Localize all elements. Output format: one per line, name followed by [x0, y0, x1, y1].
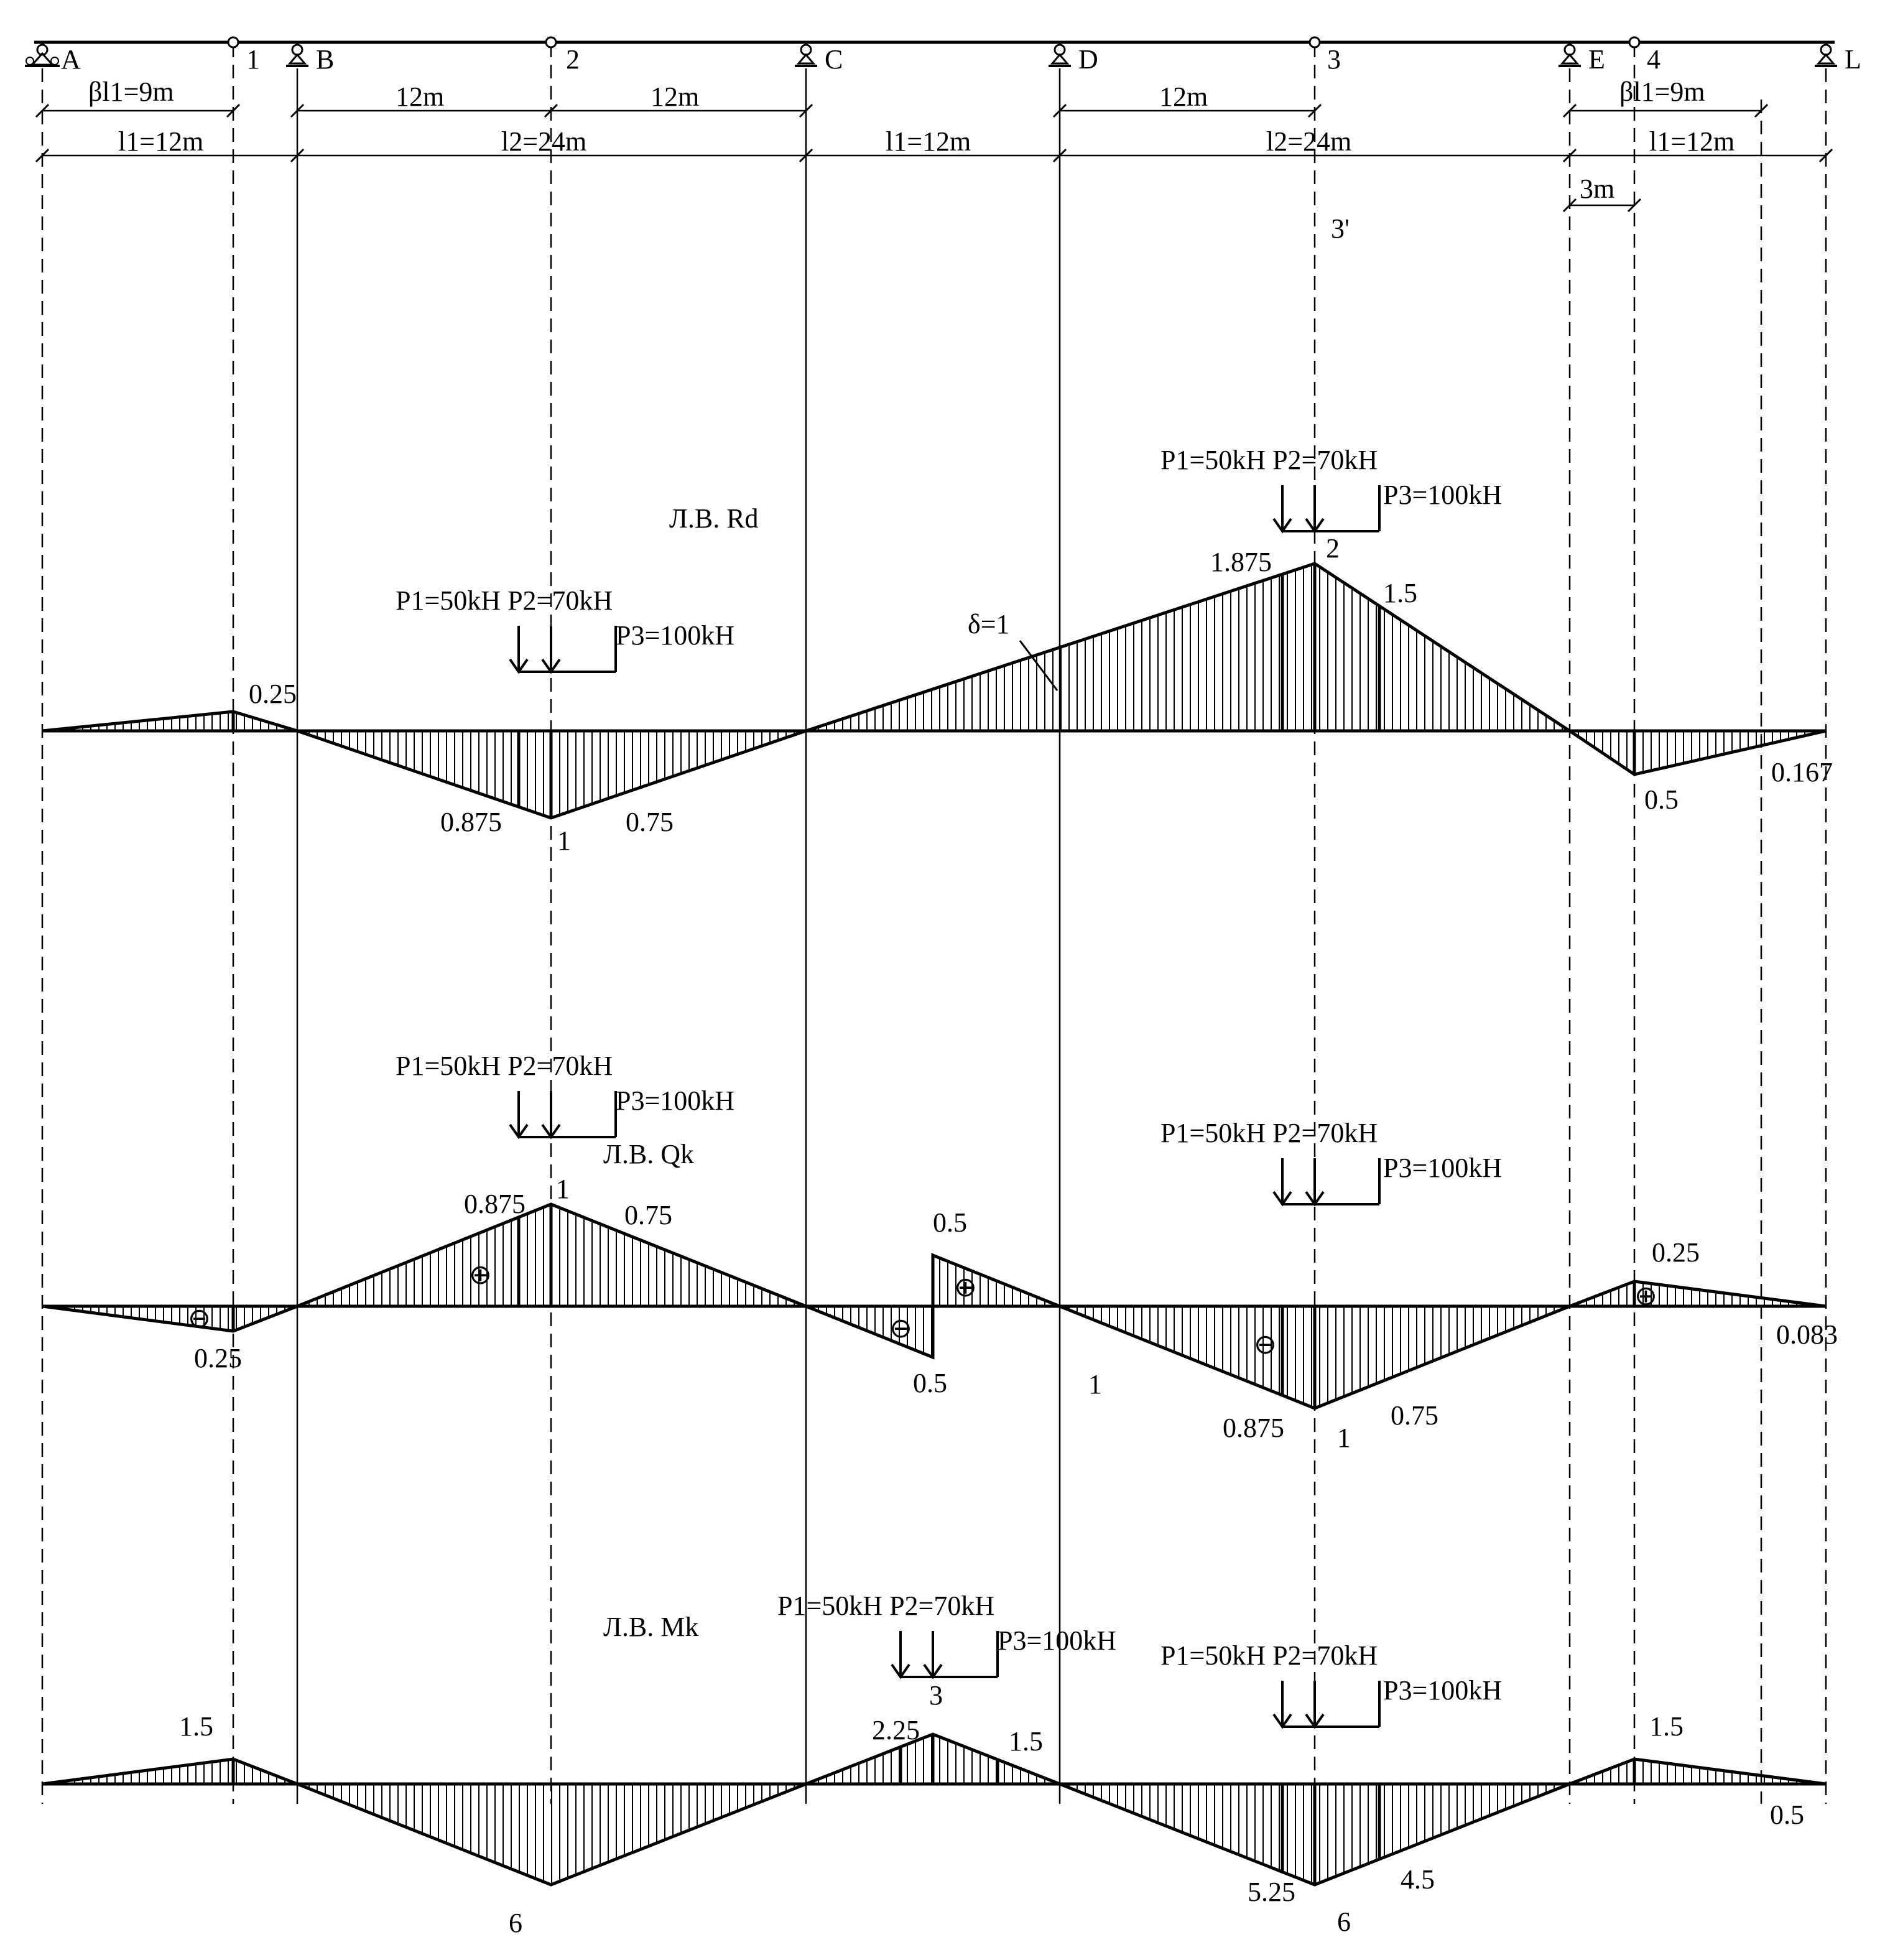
dim-l2-1: l2=24m: [501, 126, 587, 157]
support-c: [795, 45, 817, 66]
support-label-b: B: [316, 44, 335, 75]
hinge-label-2: 2: [566, 44, 580, 75]
dim-l2-2: l2=24m: [1266, 126, 1352, 157]
rd-label-7: 0.5: [1644, 784, 1679, 815]
support-label-d: D: [1078, 44, 1098, 75]
qk-label-4: 0.5: [933, 1207, 967, 1238]
sign-plus-3: ⊕: [1634, 1281, 1657, 1311]
dim-12m-2: 12m: [651, 81, 700, 112]
load-group-rd-2: [1160, 445, 1502, 531]
mk-label-8: 1.5: [1649, 1711, 1684, 1742]
mk-label-1: 6: [509, 1908, 522, 1938]
load-p3: P3=100kH: [1383, 1153, 1503, 1183]
mk-label-7: 4.5: [1401, 1864, 1435, 1895]
qk-label-5: 0.5: [913, 1368, 947, 1398]
qk-label-10: 0.25: [1652, 1237, 1700, 1268]
qk-label-8: 1: [1337, 1423, 1351, 1453]
hatch-rd: [67, 565, 1813, 818]
rd-label-3: 0.75: [626, 807, 674, 837]
qk-label-3: 0.75: [624, 1200, 672, 1230]
load-p3: P3=100kH: [1383, 1675, 1503, 1706]
sign-plus-1: ⊕: [469, 1260, 492, 1290]
mk-label-9: 0.5: [1770, 1800, 1804, 1830]
qk-label-9: 0.75: [1391, 1400, 1438, 1431]
sign-plus-2: ⊕: [954, 1272, 977, 1303]
support-label-c: C: [825, 44, 843, 75]
support-label-e: E: [1588, 44, 1605, 75]
load-p3: P3=100kH: [1383, 480, 1503, 510]
guide-lines: [42, 44, 1826, 1804]
support-a: [25, 45, 60, 66]
hinge-1: [228, 37, 238, 47]
rd-label-4: 1.875: [1210, 547, 1272, 577]
qk-label-0: 0.25: [194, 1343, 242, 1373]
load-p1p2: P1=50kH P2=70kH: [1160, 1640, 1378, 1671]
support-e: [1558, 45, 1581, 66]
sign-minus-1: ⊖: [188, 1303, 211, 1334]
qk-label-6: 1: [1088, 1369, 1102, 1400]
hinge-2: [546, 37, 556, 47]
load-group-mk-2: [1160, 1640, 1502, 1727]
dim-12m-1: 12m: [396, 81, 445, 112]
load-group-rd-1: [396, 585, 734, 672]
section-mark-3prime: 3': [1331, 213, 1350, 244]
support-b: [286, 45, 308, 66]
rd-label-1: 0.875: [440, 807, 502, 837]
title-rd: Л.В. Rd: [669, 503, 759, 534]
title-mk: Л.В. Mk: [603, 1612, 699, 1642]
dim-12m-3: 12m: [1159, 81, 1208, 112]
load-p1p2: P1=50kH P2=70kH: [1160, 445, 1378, 475]
support-d: [1049, 45, 1071, 66]
support-label-l: L: [1845, 44, 1861, 75]
dim-l1-1: l1=12m: [118, 126, 204, 157]
rd-label-6: 1.5: [1383, 578, 1417, 608]
mk-label-0: 1.5: [179, 1711, 213, 1742]
load-p1p2: P1=50kH P2=70kH: [1160, 1118, 1378, 1148]
hinge-label-3: 3: [1327, 44, 1341, 75]
dimension-lines: [36, 77, 1832, 244]
title-qk: Л.В. Qk: [603, 1139, 694, 1169]
support-label-a: A: [61, 44, 81, 75]
rd-label-0: 0.25: [249, 679, 297, 709]
qk-label-1: 0.875: [464, 1189, 526, 1219]
rd-label-5: 2: [1326, 533, 1340, 564]
load-p3: P3=100kH: [998, 1625, 1117, 1656]
dim-3m: 3m: [1580, 174, 1615, 204]
dim-beta-l1-right: βl1=9m: [1619, 77, 1705, 107]
load-p1p2: P1=50kH P2=70kH: [396, 1051, 613, 1081]
dim-l1-2: l1=12m: [886, 126, 971, 157]
load-p1p2: P1=50kH P2=70kH: [777, 1591, 995, 1621]
influence-line-rd: [42, 503, 1833, 856]
load-p3: P3=100kH: [616, 620, 735, 651]
support-l: [1815, 45, 1837, 66]
hinge-4: [1629, 37, 1639, 47]
qk-label-7: 0.875: [1223, 1413, 1284, 1443]
load-group-qk-1: [396, 1051, 734, 1137]
rd-label-8: 0.167: [1771, 757, 1833, 787]
dim-l1-3: l1=12m: [1649, 126, 1735, 157]
load-p1p2: P1=50kH P2=70kH: [396, 585, 613, 616]
sign-minus-3: ⊖: [1254, 1329, 1277, 1360]
sign-minus-2: ⊖: [889, 1313, 912, 1344]
mk-label-3: 3: [929, 1680, 943, 1711]
delta-rd: δ=1: [968, 609, 1010, 639]
beam-scheme: [25, 37, 1861, 75]
load-group-mk-1: [777, 1591, 1116, 1677]
hinge-label-1: 1: [246, 44, 260, 75]
hinge-label-4: 4: [1647, 44, 1660, 75]
mk-label-4: 1.5: [1009, 1726, 1043, 1757]
mk-label-2: 2.25: [872, 1715, 920, 1745]
load-p3: P3=100kH: [616, 1085, 735, 1116]
load-group-qk-2: [1160, 1118, 1502, 1204]
qk-label-11: 0.083: [1776, 1319, 1838, 1350]
rd-label-2: 1: [557, 825, 571, 856]
dim-beta-l1-left: βl1=9m: [88, 77, 174, 107]
mk-label-6: 6: [1337, 1907, 1351, 1937]
mk-label-5: 5.25: [1248, 1877, 1295, 1907]
qk-label-2: 1: [556, 1174, 570, 1204]
hinge-3: [1310, 37, 1320, 47]
influence-line-qk: [42, 1139, 1838, 1453]
